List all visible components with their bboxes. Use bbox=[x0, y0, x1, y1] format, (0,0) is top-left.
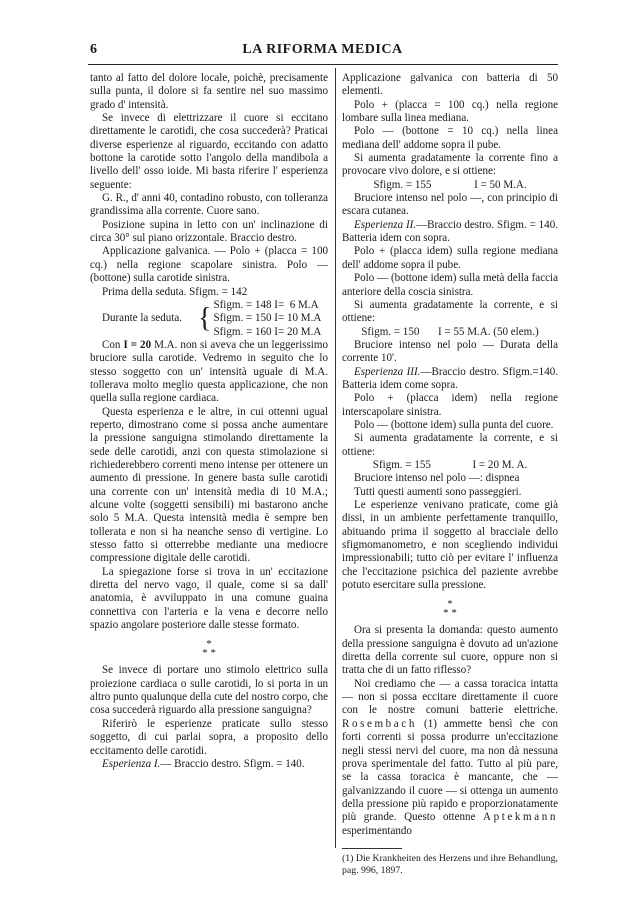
paragraph: Polo + (placca = 100 cq.) nella regione lombare sulla linea mediana. bbox=[342, 98, 558, 125]
measurement-before: Prima della seduta. Sfigm. = 142 bbox=[102, 285, 248, 298]
experiment-label: Esperienza II. bbox=[354, 218, 417, 231]
paragraph: G. R., d' anni 40, contadino robusto, con tolleranza grandissima alla corrente. Cuore sano. bbox=[90, 192, 328, 218]
section-separator: * * * bbox=[202, 638, 216, 660]
paragraph: Noi crediamo che — a cassa toracica intatta — non si possa eccitare direttamente il cuore con le nostre comuni batterie elettriche. Rosembach (1) ammette bensì che con forti correnti si possa produrre un'eccitazione negli stessi nervi del cuore, ma non dà nessuna prova sperimentale del fatto. Tutto al più pare, se la cassa toracica è mancante, che — galvanizzando il cuore — si ottenga un aumento della pressione più rapido e proporzionatamente più grande. Questo ottenne Aptekmann esperimentando bbox=[342, 677, 558, 837]
paragraph: Con I = 20 M.A. non si aveva che un leggerissimo bruciore sulla carotide. Vedremo in seguito che lo stesso soggetto con un' intensità uguale di M.A. tollerava molto meglio questa applicazione, che non quella sulla regione cardiaca. bbox=[90, 338, 328, 405]
left-column bbox=[90, 72, 328, 771]
during-value: Sfigm. = 150 I= 10 M.A bbox=[213, 312, 322, 325]
author-name: Rosembach bbox=[342, 717, 417, 730]
paragraph: Riferirò le esperienze praticate sullo stesso soggetto, di cui parlai sopra, a proposito dello eccitamento delle carotidi. bbox=[90, 717, 328, 757]
paragraph: La spiegazione forse si trova in un' eccitazione diretta del nervo vago, il quale, come si sa dall' anatomia, è avviluppato in una comune guaina connettiva con l'arteria e la vena e decorre nello spazio angolare posteriore dalle stesse formato. bbox=[90, 565, 328, 632]
footnote: (1) Die Krankheiten des Herzens und ihre Behandlung, pag. 996, 1897. bbox=[342, 852, 559, 876]
paragraph: Esperienza II.—Braccio destro. Sfigm. = 140. Batteria idem con sopra. bbox=[342, 218, 558, 245]
paragraph: Tutti questi aumenti sono passeggieri. bbox=[354, 485, 522, 498]
section-separator: * * * bbox=[443, 598, 457, 620]
paragraph: Esperienza I.— Braccio destro. Sfigm. = 140. bbox=[102, 757, 305, 770]
measurement-line: Sfigm. = 155 I = 50 M.A. bbox=[373, 178, 527, 191]
current-value: I = 20 bbox=[123, 338, 152, 351]
right-column bbox=[342, 72, 558, 877]
author-name: Aptekmann bbox=[483, 811, 558, 824]
paragraph: Polo — (bottone idem) sulla punta del cuore. bbox=[354, 418, 554, 431]
paragraph: Applicazione galvanica. — Polo + (placca = 100 cq.) nella regione scapolare sinistra. Polo — (bottone) sulla carotide sinistra. bbox=[90, 245, 328, 285]
during-value: Sfigm. = 160 I= 20 M.A bbox=[213, 325, 322, 338]
paragraph: Polo + (placca idem) nella regione interscapolare sinistra. bbox=[342, 392, 558, 418]
journal-title: LA RIFORMA MEDICA bbox=[242, 42, 403, 57]
paragraph: Polo + (placca idem) sulla regione mediana dell' addome sopra il pube. bbox=[342, 245, 558, 271]
paragraph: Bruciore intenso nel polo —, con principio di escara cutanea. bbox=[342, 192, 558, 218]
paragraph: Posizione supina in letto con un' inclinazione di circa 30° sul piano orizzontale. Braccio destro. bbox=[90, 218, 328, 245]
paragraph: Le esperienze venivano praticate, come già dissi, in un ambiente perfettamente tranquillo, abituando prima il soggetto al bracciale dello sfigmomanometro, e non scegliendo individui impressionabili; tutto ciò per evitare l' influenza che l'eccitazione psichica del paziente avrebbe potuto esercitare sulla pressione. bbox=[342, 499, 558, 592]
column-divider bbox=[335, 68, 336, 848]
during-value: Sfigm. = 148 I= 6 M.A bbox=[213, 298, 319, 311]
experiment-label: Esperienza I. bbox=[102, 757, 161, 770]
paragraph: Se invece di elettrizzare il cuore si eccitano direttamente le carotidi, che cosa succederà? Praticai diverse esperienze al riguardo, eccitando con adatto bottone la carotide sotto l'angolo della mandibola a livello dell' osso ioide. Mi basta riferire l' esperienza seguente: bbox=[90, 112, 328, 191]
paragraph: Se invece di portare uno stimolo elettrico sulla proiezione cardiaca o sulle carotidi, lo si porta in un altro punto qualunque della cute del nostro corpo, che cosa succederà riguardo alla pressione sanguigna? bbox=[90, 664, 328, 717]
paragraph: Si aumenta gradatamente la corrente, e si ottiene: bbox=[342, 432, 558, 458]
during-label: Durante la seduta. bbox=[102, 312, 183, 325]
header-rule bbox=[88, 64, 558, 65]
page-number: 6 bbox=[90, 42, 97, 57]
paragraph: Questa esperienza e le altre, in cui ottenni ugual reperto, dimostrano come si possa anche aumentare la pressione sanguigna stimolando direttamente la sede delle carotidi, anzi con questa stimolazione si richiederebbero correnti meno intense per ottenere un aumento di pressione. In genere basta sulle carotidi una corrente con un' intensità media di 10 M.A.; alcune volte (soggetti sensibili) mi bastarono anche solo 5 M.A. Questa intensità media è sempre ben tollerata e non si ha neanche senso di vertigine. Lo stesso fatto si otterrebbe mediante una mediocre compressione digitale delle carotidi. bbox=[90, 405, 328, 565]
paragraph: Polo — (bottone = 10 cq.) nella linea mediana dell' addome sopra il pube. bbox=[342, 125, 558, 151]
paragraph: Si aumenta gradatamente la corrente fino a provocare vivo dolore, e si ottiene: bbox=[342, 152, 558, 178]
experiment-label: Esperienza III. bbox=[354, 365, 421, 378]
paragraph: Si aumenta gradatamente la corrente, e si ottiene: bbox=[342, 298, 558, 325]
brace-glyph: { bbox=[198, 302, 212, 334]
paragraph: Applicazione galvanica con batteria di 50 elementi. bbox=[342, 72, 558, 98]
paragraph: Bruciore intenso nel polo — Durata della corrente 10'. bbox=[342, 338, 558, 365]
paragraph: Polo — (bottone idem) sulla metà della faccia anteriore della coscia sinistra. bbox=[342, 272, 558, 298]
paragraph: tanto al fatto del dolore locale, poichè, precisamente sulla punta, il dolore si fa sentire nel suo massimo grado d' intensità. bbox=[90, 72, 328, 111]
footnote-rule bbox=[342, 848, 402, 849]
measurement-line: Sfigm. = 150 I = 55 M.A. (50 elem.) bbox=[361, 325, 539, 338]
paragraph: Esperienza III.—Braccio destro. Sfigm.=140. Batteria idem come sopra. bbox=[342, 365, 558, 391]
paragraph: Ora si presenta la domanda: questo aumento della pressione sanguigna è dovuto ad un'azione diretta della corrente sul cuore, oppure non si tratta che di un fatto riflesso? bbox=[342, 624, 558, 677]
measurement-line: Sfigm. = 155 I = 20 M. A. bbox=[372, 458, 528, 471]
paragraph: Bruciore intenso nel polo —: dispnea bbox=[354, 472, 520, 485]
measurement-during bbox=[90, 299, 328, 339]
during-values bbox=[213, 299, 321, 339]
page-header bbox=[90, 42, 555, 64]
